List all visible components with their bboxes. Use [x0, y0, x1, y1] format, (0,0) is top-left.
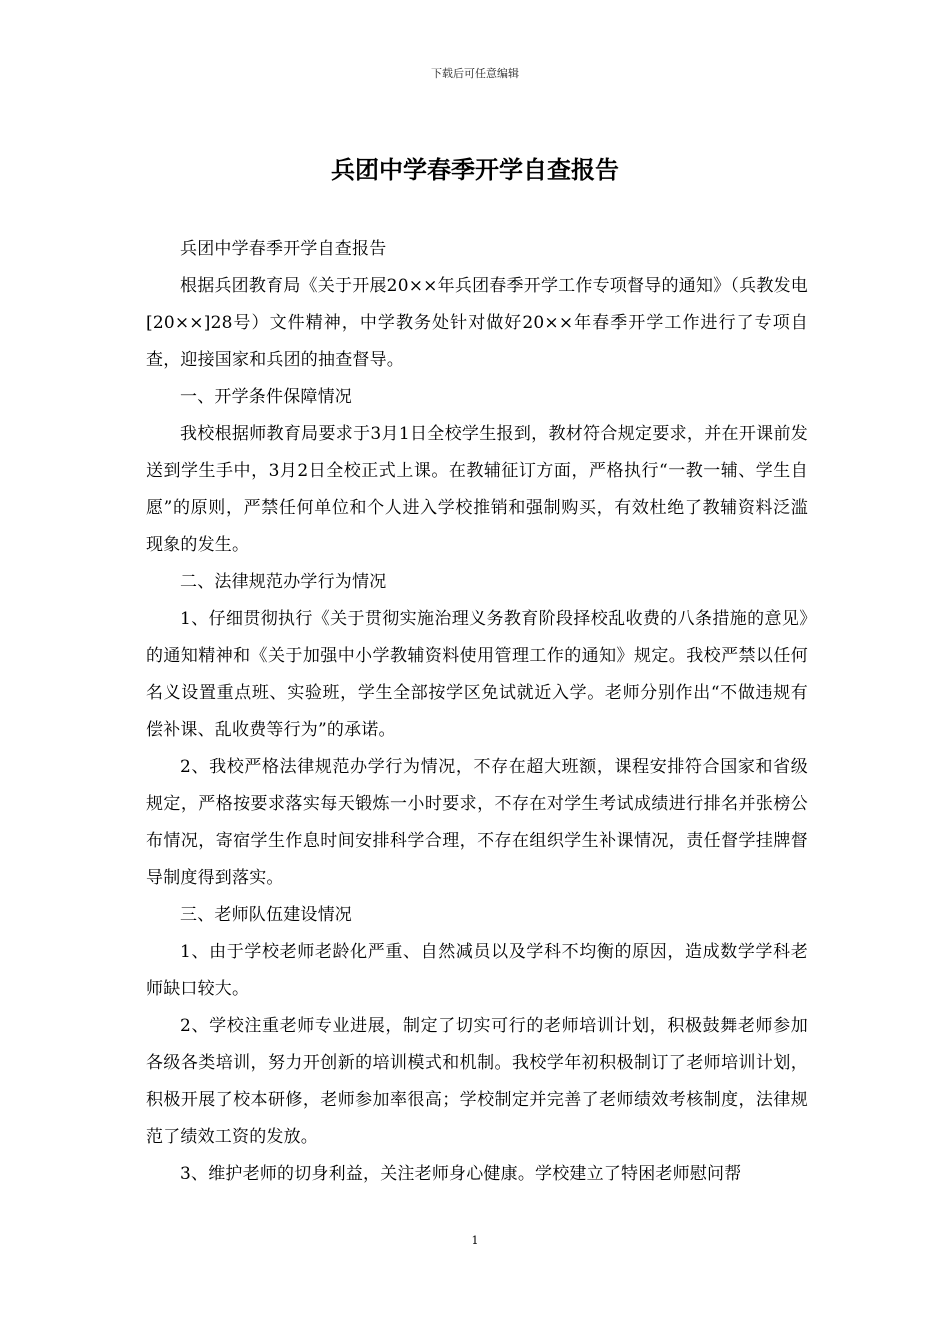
document-body — [146, 231, 808, 1193]
section-heading-2: 二、法律规范办学行为情况 — [180, 572, 387, 592]
paragraph-section-3-item-2: 2、学校注重老师专业进展，制定了切实可行的老师培训计划，积极鼓舞老师参加各级各类培训，努力开创新的培训模式和机制。我校学年初积极制订了老师培训计划，积极开展了校本研修，老师参加率很高；学校制定并完善了老师绩效考核制度，法律规范了绩效工资的发放。 — [146, 1016, 808, 1147]
paragraph-section-2-item-1: 1、仔细贯彻执行《关于贯彻实施治理义务教育阶段择校乱收费的八条措施的意见》的通知精神和《关于加强中小学教辅资料使用管理工作的通知》规定。我校严禁以任何名义设置重点班、实验班，学生全部按学区免试就近入学。老师分别作出“不做违规有偿补课、乱收费等行为”的承诺。 — [146, 609, 808, 740]
paragraph-intro: 根据兵团教育局《关于开展20××年兵团春季开学工作专项督导的通知》（兵教发电[20××]28号）文件精神，中学教务处针对做好20××年春季开学工作进行了专项自查，迎接国家和兵团的抽查督导。 — [146, 276, 808, 370]
page-number: 1 — [471, 1234, 479, 1247]
section-heading-3: 三、老师队伍建设情况 — [180, 905, 352, 925]
paragraph-section-2-item-2: 2、我校严格法律规范办学行为情况，不存在超大班额，课程安排符合国家和省级规定，严格按要求落实每天锻炼一小时要求，不存在对学生考试成绩进行排名并张榜公布情况，寄宿学生作息时间安排科学合理，不存在组织学生补课情况，责任督学挂牌督导制度得到落实。 — [146, 757, 808, 888]
paragraph-section-3-item-1: 1、由于学校老师老龄化严重、自然减员以及学科不均衡的原因，造成数学学科老师缺口较大。 — [146, 942, 808, 999]
header-note: 下载后可任意编辑 — [431, 67, 519, 80]
document-title: 兵团中学春季开学自查报告 — [331, 156, 619, 184]
paragraph-subtitle: 兵团中学春季开学自查报告 — [180, 239, 387, 259]
paragraph-section-1: 我校根据师教育局要求于3月1日全校学生报到，教材符合规定要求，并在开课前发送到学生手中，3月2日全校正式上课。在教辅征订方面，严格执行“一教一辅、学生自愿”的原则，严禁任何单位和个人进入学校推销和强制购买，有效杜绝了教辅资料泛滥现象的发生。 — [146, 424, 808, 555]
section-heading-1: 一、开学条件保障情况 — [180, 387, 352, 407]
paragraph-section-3-item-3: 3、维护老师的切身利益，关注老师身心健康。学校建立了特困老师慰问帮 — [180, 1164, 742, 1184]
